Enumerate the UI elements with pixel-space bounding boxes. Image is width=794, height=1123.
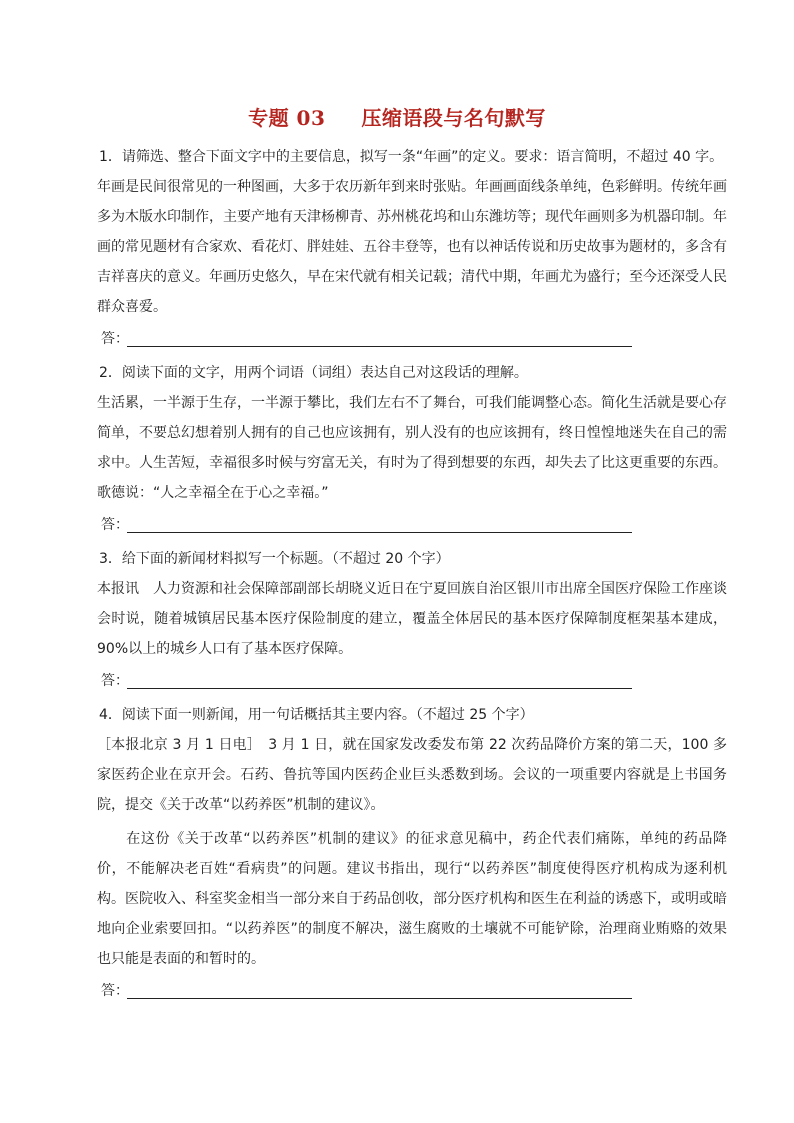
question-stem: 4．阅读下面一则新闻，用一句话概括其主要内容。（不超过 25 个字）	[99, 707, 534, 723]
question-2	[97, 358, 727, 540]
answer-label: 答：	[101, 331, 129, 347]
title-number: 专题 03	[248, 106, 326, 130]
question-3	[97, 544, 727, 696]
answer-line[interactable]	[127, 998, 632, 999]
document-body	[97, 142, 727, 1010]
question-paragraph: 生活累，一半源于生存，一半源于攀比，我们左右不了舞台，可我们能调整心态。简化生活就是要心存简单，不要总幻想着别人拥有的自己也应该拥有，别人没有的也应该拥有，终日惶惶地迷失在自己的需求中。人生苦短，幸福很多时候与穷富无关，有时为了得到想要的东西，却失去了比这更重要的东西。歌德说：“人之幸福全在于心之幸福。”	[97, 395, 727, 501]
answer-label: 答：	[101, 673, 129, 689]
answer-label: 答：	[101, 983, 129, 999]
answer-line[interactable]	[127, 346, 632, 347]
question-4	[97, 700, 727, 1006]
answer-line[interactable]	[127, 688, 632, 689]
answer-field[interactable]	[97, 666, 727, 696]
answer-label: 答：	[101, 517, 129, 533]
question-1	[97, 142, 727, 354]
page-title	[0, 102, 794, 131]
answer-field[interactable]	[97, 976, 727, 1006]
question-paragraph: ［本报北京 3 月 1 日电］ 3 月 1 日，就在国家发改委发布第 22 次药品降价方案的第二天，100 多家医药企业在京开会。石药、鲁抗等国内医药企业巨头悉数到场。会议的一项重要内容就是上书国务院，提交《关于改革“以药养医”机制的建议》。	[97, 737, 727, 813]
question-stem: 3．给下面的新闻材料拟写一个标题。（不超过 20 个字）	[99, 551, 450, 567]
answer-field[interactable]	[97, 324, 727, 354]
question-paragraph: 年画是民间很常见的一种图画，大多于农历新年到来时张贴。年画画面线条单纯，色彩鲜明。传统年画多为木版水印制作，主要产地有天津杨柳青、苏州桃花坞和山东潍坊等；现代年画则多为机器印制。年画的常见题材有合家欢、看花灯、胖娃娃、五谷丰登等，也有以神话传说和历史故事为题材的，多含有吉祥喜庆的意义。年画历史悠久，早在宋代就有相关记载；清代中期，年画尤为盛行；至今还深受人民群众喜爱。	[97, 179, 727, 315]
question-stem: 2．阅读下面的文字，用两个词语（词组）表达自己对这段话的理解。	[99, 365, 528, 381]
question-stem: 1．请筛选、整合下面文字中的主要信息，拟写一条“年画”的定义。要求：语言简明，不超过 40 字。	[99, 149, 724, 165]
question-paragraph: 本报讯 人力资源和社会保障部副部长胡晓义近日在宁夏回族自治区银川市出席全国医疗保险工作座谈会时说，随着城镇居民基本医疗保险制度的建立，覆盖全体居民的基本医疗保障制度框架基本建成，90%以上的城乡人口有了基本医疗保障。	[97, 581, 727, 657]
answer-field[interactable]	[97, 510, 727, 540]
answer-line[interactable]	[127, 532, 632, 533]
question-paragraph: 在这份《关于改革“以药养医”机制的建议》的征求意见稿中，药企代表们痛陈，单纯的药品降价，不能解决老百姓“看病贵”的问题。建议书指出，现行“以药养医”制度使得医疗机构成为逐利机构。医院收入、科室奖金相当一部分来自于药品创收，部分医疗机构和医生在利益的诱惑下，或明或暗地向企业索要回扣。“以药养医”的制度不解决，滋生腐败的土壤就不可能铲除，治理商业贿赂的效果也只能是表面的和暂时的。	[97, 831, 727, 967]
title-text: 压缩语段与名句默写	[361, 106, 546, 130]
